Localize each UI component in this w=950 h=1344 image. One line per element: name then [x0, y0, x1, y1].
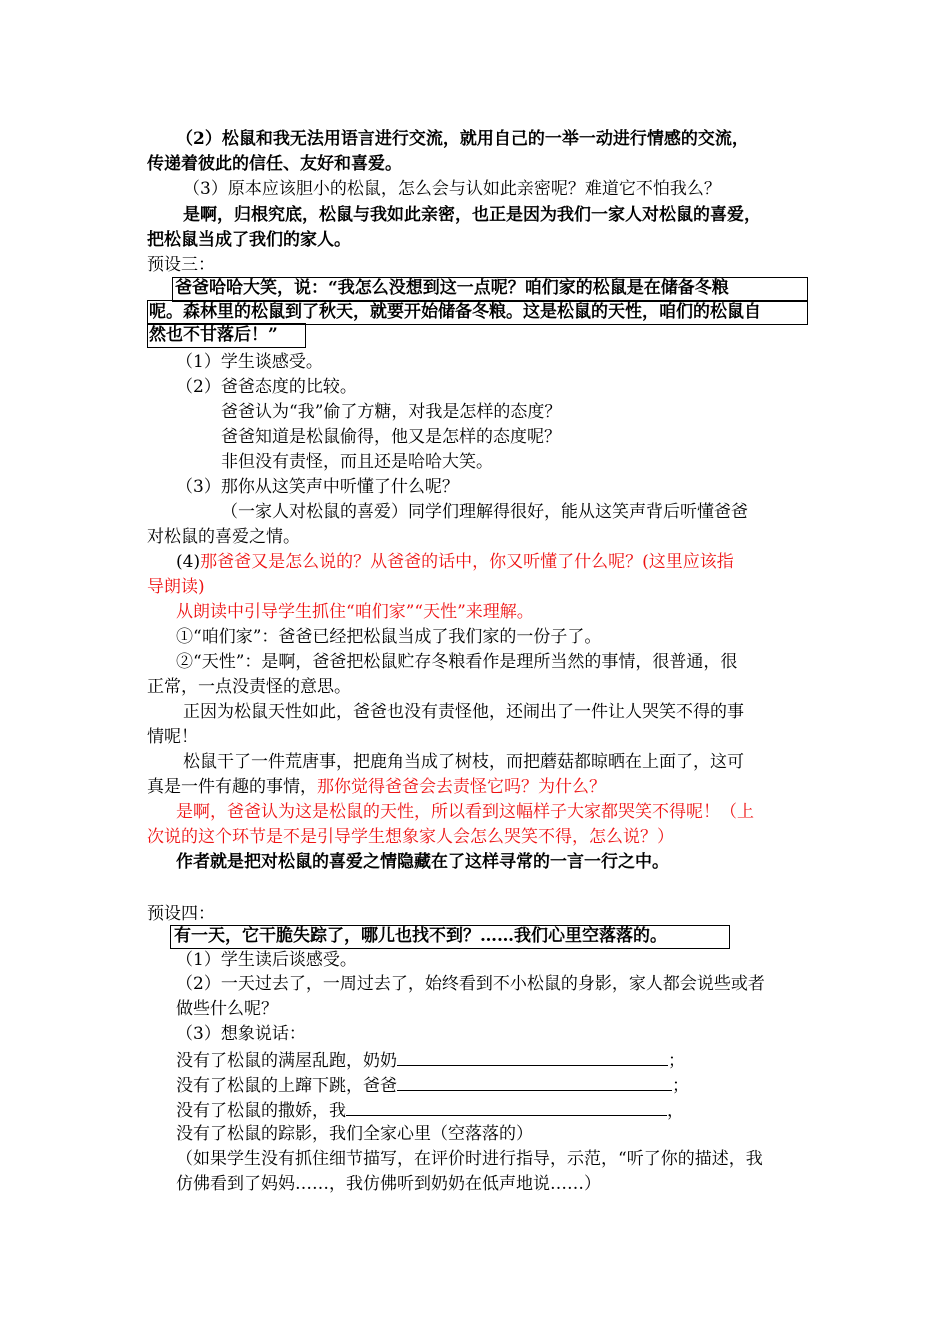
step-2-answer: 非但没有责怪，而且还是哈哈大笑。: [221, 452, 493, 472]
task-1: （1）学生读后谈感受。: [176, 950, 357, 970]
reading-guide: 从朗读中引导学生抓住“咱们家”“天性”来理解。: [176, 602, 534, 622]
step-4-number: (4): [176, 552, 201, 572]
fill-3-end: ，: [667, 1101, 684, 1121]
teacher-note-line-1: （如果学生没有抓住细节描写，在评价时进行指导，示范，“听了你的描述，我: [176, 1149, 763, 1169]
circled-point-1: ①“咱们家”：爸爸已经把松鼠当成了我们家的一份子了。: [176, 627, 602, 647]
paragraph-2-statement: 真是一件有趣的事情，: [147, 777, 317, 797]
step-4-line-1: [176, 550, 841, 575]
preset-3-heading: 预设三：: [147, 255, 215, 275]
step-4-line-2: 导朗读): [147, 577, 205, 597]
paragraph-1-line-2: 情呢！: [147, 727, 198, 747]
fill-1-prefix: 没有了松鼠的满屋乱跑，奶奶: [176, 1051, 397, 1071]
fill-3-blank[interactable]: [346, 1097, 667, 1116]
summary-1-line-2: 把松鼠当成了我们的家人。: [147, 230, 351, 250]
quote-3-line-3: 然也不甘落后！”: [149, 325, 278, 345]
paragraph-2-question: 那你觉得爸爸会去责怪它吗？为什么？: [317, 777, 606, 797]
point-2-line-2: 传递着彼此的信任、友好和喜爱。: [147, 154, 402, 174]
point-2-line-1: （2）松鼠和我无法用语言进行交流，就用自己的一举一动进行情感的交流，: [176, 129, 749, 149]
step-2-question-2: 爸爸知道是松鼠偷得，他又是怎样的态度呢？: [221, 427, 561, 447]
step-4-question: 那爸爸又是怎么说的？从爸爸的话中，你又听懂了什么呢？(这里应该指: [200, 552, 734, 572]
quote-3-line-1: 爸爸哈哈大笑，说：“我怎么没想到这一点呢？咱们家的松鼠是在储备冬粮: [175, 278, 729, 298]
fill-2-end: ；: [672, 1076, 689, 1096]
quote-4: 有一天，它干脆失踪了，哪儿也找不到？……我们心里空落落的。: [174, 926, 667, 946]
fill-sentence-3: [176, 1097, 841, 1124]
point-3: （3）原本应该胆小的松鼠，怎么会与认如此亲密呢？难道它不怕我么？: [183, 179, 721, 199]
fill-1-end: ；: [668, 1051, 685, 1071]
fill-3-prefix: 没有了松鼠的撒娇，我: [176, 1101, 346, 1121]
task-2-line-1: （2）一天过去了，一周过去了，始终看到不小松鼠的身影，家人都会说些或者: [176, 974, 765, 994]
paragraph-1-line-1: 正因为松鼠天性如此，爸爸也没有责怪他，还闹出了一件让人哭笑不得的事: [183, 702, 744, 722]
step-3-answer-line-1: （一家人对松鼠的喜爱）同学们理解得很好，能从这笑声背后听懂爸爸: [221, 502, 748, 522]
red-note-line-1: 是啊，爸爸认为这是松鼠的天性，所以看到这幅样子大家都哭笑不得呢！（上: [176, 802, 754, 822]
teacher-note-line-2: 仿佛看到了妈妈……，我仿佛听到奶奶在低声地说……）: [176, 1174, 601, 1194]
fill-1-blank[interactable]: [397, 1047, 668, 1066]
fill-2-blank[interactable]: [397, 1072, 672, 1091]
fill-sentence-2: [176, 1072, 841, 1099]
paragraph-2-line-2: [147, 775, 812, 800]
paragraph-2-line-1: 松鼠干了一件荒唐事，把鹿角当成了树枝，而把蘑菇都晾晒在上面了，这可: [183, 752, 744, 772]
summary-1-line-1: 是啊，归根究底，松鼠与我如此亲密，也正是因为我们一家人对松鼠的喜爱，: [183, 205, 761, 225]
fill-sentence-4: 没有了松鼠的踪影，我们全家心里（空落落的）: [176, 1124, 533, 1144]
circled-point-2-line-2: 正常，一点没责怪的意思。: [147, 677, 351, 697]
summary-2: 作者就是把对松鼠的喜爱之情隐藏在了这样寻常的一言一行之中。: [176, 852, 669, 872]
circled-point-2-line-1: ②“天性”：是啊，爸爸把松鼠贮存冬粮看作是理所当然的事情，很普通，很: [176, 652, 738, 672]
task-3: （3）想象说话：: [176, 1024, 306, 1044]
step-3-answer-line-2: 对松鼠的喜爱之情。: [147, 527, 300, 547]
fill-2-prefix: 没有了松鼠的上蹿下跳，爸爸: [176, 1076, 397, 1096]
step-2-question-1: 爸爸认为“我”偷了方糖，对我是怎样的态度？: [221, 402, 562, 422]
preset-4-heading: 预设四：: [147, 904, 215, 924]
step-2: （2）爸爸态度的比较。: [176, 377, 357, 397]
step-3: （3）那你从这笑声中听懂了什么呢？: [176, 477, 459, 497]
task-2-line-2: 做些什么呢？: [176, 999, 278, 1019]
fill-sentence-1: [176, 1047, 841, 1074]
quote-3-line-2: 呢。森林里的松鼠到了秋天，就要开始储备冬粮。这是松鼠的天性，咱们的松鼠自: [149, 302, 761, 322]
step-1: （1）学生谈感受。: [176, 352, 323, 372]
red-note-line-2: 次说的这个环节是不是引导学生想象家人会怎么哭笑不得，怎么说？）: [147, 827, 674, 847]
